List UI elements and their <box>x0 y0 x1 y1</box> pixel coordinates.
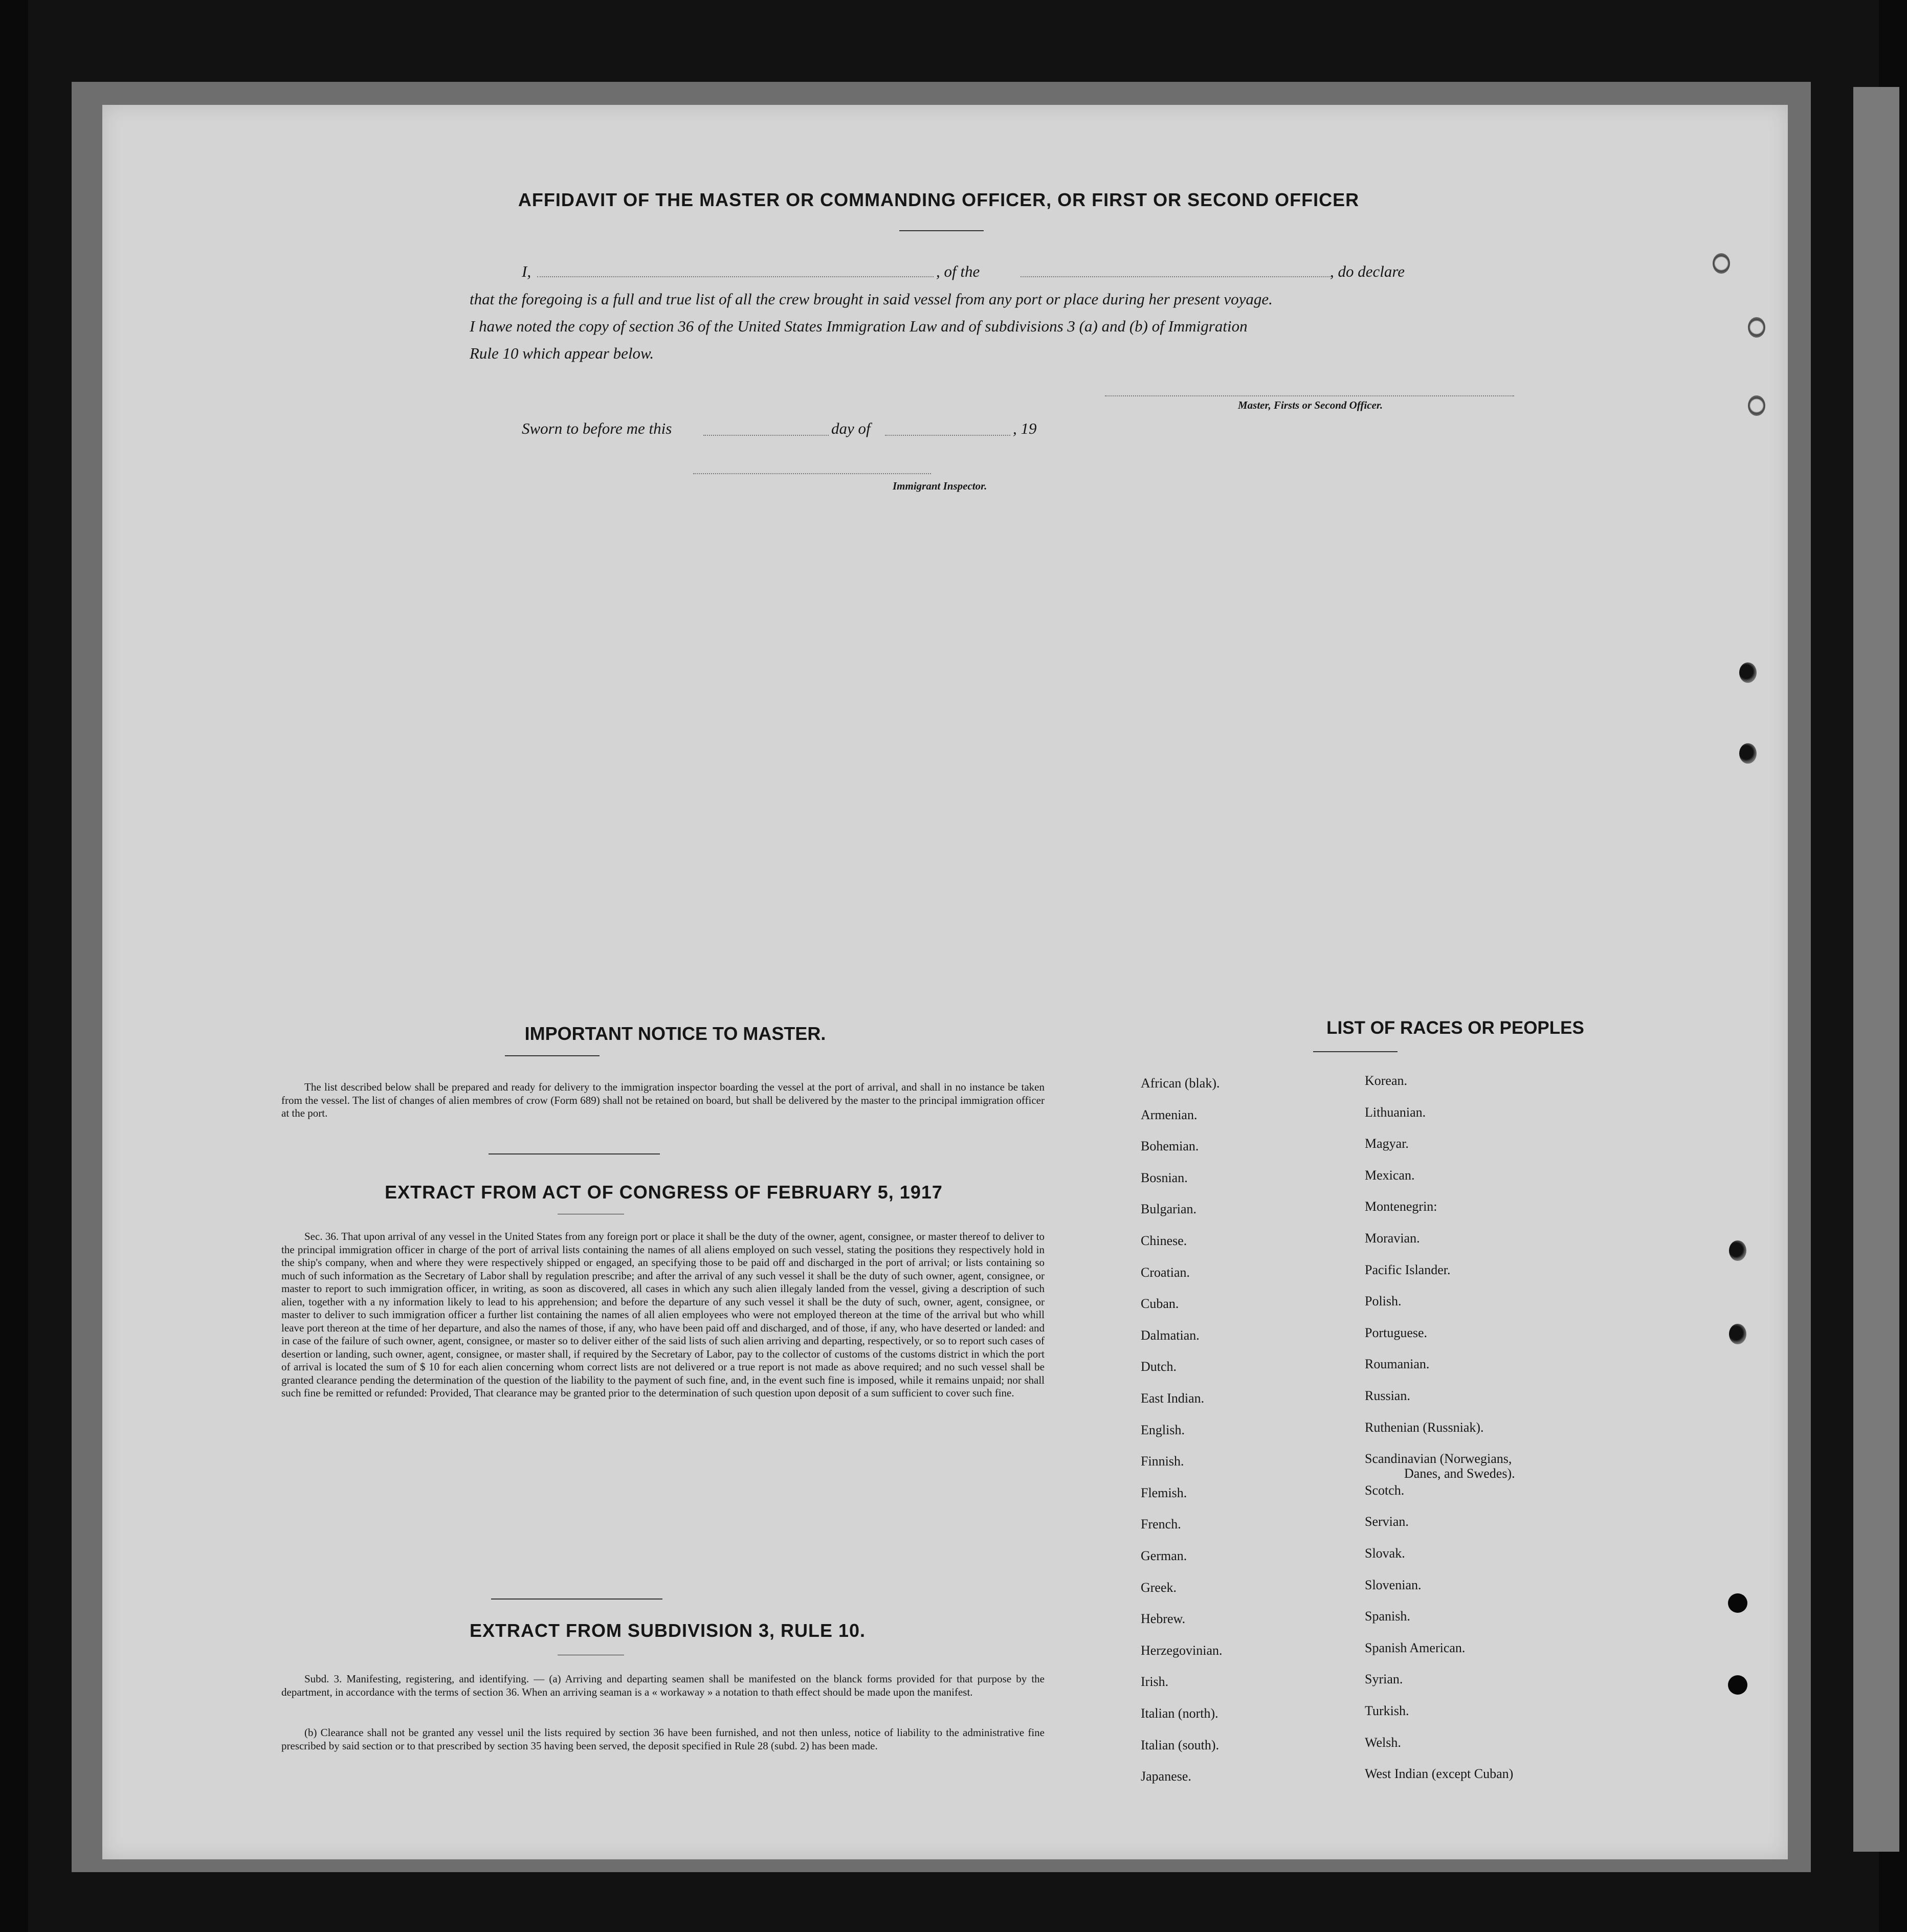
race-item: Slovak. <box>1365 1546 1405 1561</box>
race-item: Flemish. <box>1141 1485 1187 1500</box>
race-item-continuation: Danes, and Swedes). <box>1404 1466 1515 1481</box>
sworn-day-field[interactable] <box>703 435 829 436</box>
race-item: Chinese. <box>1141 1233 1187 1248</box>
sworn-day-of: day of <box>831 419 871 437</box>
race-item: German. <box>1141 1548 1187 1563</box>
vessel-field[interactable] <box>1021 276 1333 277</box>
race-item: Polish. <box>1365 1294 1402 1309</box>
race-item: Scandinavian (Norwegians, <box>1365 1451 1512 1467</box>
notice-body: The list described below shall be prepared and ready for delivery to the immigration inspector boarding the vessel at the port of arrival, and shall in no instance be taken from the vessel. The list of changes of alien membres of crow (Form 689) shall not be retained on board, but shall be delivered by the master to the principal immigration officer at the port. <box>281 1081 1045 1119</box>
race-item: Cuban. <box>1141 1296 1179 1312</box>
film-border-left <box>0 0 28 1932</box>
race-item: Spanish. <box>1365 1609 1410 1624</box>
race-item: Magyar. <box>1365 1136 1409 1151</box>
race-item: Pacific Islander. <box>1365 1262 1451 1277</box>
race-item: Italian (south). <box>1141 1737 1219 1752</box>
manifest-page <box>102 105 1788 1859</box>
race-item: Montenegrin: <box>1365 1199 1437 1214</box>
race-item: Bohemian. <box>1141 1139 1199 1154</box>
race-item: Ruthenian (Russniak). <box>1365 1419 1484 1435</box>
race-item: Syrian. <box>1365 1672 1403 1687</box>
race-item: English. <box>1141 1422 1185 1437</box>
race-item: Herzegovinian. <box>1141 1642 1223 1658</box>
inspector-signature-field[interactable] <box>693 473 931 474</box>
extract-rule-title: EXTRACT FROM SUBDIVISION 3, RULE 10. <box>469 1620 866 1641</box>
extract-rule-para-b: (b) Clearance shall not be granted any vessel unil the lists required by section 36 have been furnished, and not then unless, notice of liability to the administrative fine prescribed by said section or to that prescribed by section 35 having been served, the deposit specified in Rule 28 (subd. 2) has been made. <box>281 1726 1045 1752</box>
affidavit-line-3: I hawe noted the copy of section 36 of the United States Immigration Law and of subdivisions 3 (a) and (b) of Immigration <box>470 317 1248 335</box>
race-item: Mexican. <box>1365 1167 1415 1183</box>
race-item: Armenian. <box>1141 1107 1198 1122</box>
race-item: Italian (north). <box>1141 1706 1218 1721</box>
race-item: Slovenian. <box>1365 1577 1422 1592</box>
race-item: Russian. <box>1365 1388 1410 1403</box>
extract-act-end-divider <box>491 1598 662 1600</box>
title-divider <box>899 230 984 231</box>
race-item: East Indian. <box>1141 1391 1205 1406</box>
race-item: Greek. <box>1141 1580 1177 1595</box>
master-signature-field[interactable] <box>1105 395 1514 396</box>
notice-end-divider <box>489 1153 660 1154</box>
races-divider <box>1313 1051 1398 1052</box>
name-field[interactable] <box>537 276 934 277</box>
extract-act-title: EXTRACT FROM ACT OF CONGRESS OF FEBRUARY 5, 1917 <box>385 1182 943 1203</box>
affidavit-line-1 <box>522 262 531 281</box>
affidavit-of-the: , of the <box>936 262 980 280</box>
race-item: Hebrew. <box>1141 1611 1186 1627</box>
binding-hole <box>1748 317 1765 338</box>
binding-hole <box>1748 395 1765 416</box>
extract-rule-para-a: Subd. 3. Manifesting, registering, and identifying. — (a) Arriving and departing seamen shall be manifested on the blanck forms provided for that purpose by the department, in accordance with the terms of section 36. When an arriving seaman is a « workaway » a notation to thath effect should be made upon the manifest. <box>281 1673 1045 1698</box>
races-title: LIST OF RACES OR PEOPLES <box>1326 1018 1584 1038</box>
race-item: Dalmatian. <box>1141 1327 1200 1343</box>
race-item: Irish. <box>1141 1674 1169 1690</box>
race-item: African (blak). <box>1141 1076 1220 1091</box>
race-item: Roumanian. <box>1365 1357 1430 1372</box>
race-item: Servian. <box>1365 1514 1409 1529</box>
binding-hole <box>1739 662 1757 683</box>
binding-hole <box>1729 1324 1746 1344</box>
sworn-text: Sworn to before me this <box>522 419 672 437</box>
race-item: Japanese. <box>1141 1769 1191 1784</box>
race-item: Turkish. <box>1365 1703 1409 1718</box>
race-item: Dutch. <box>1141 1359 1177 1374</box>
extract-act-body: Sec. 36. That upon arrival of any vessel in the United States from any foreign port or place it shall be the duty of the owner, agent, consignee, or master thereof to deliver to the principal immigration officer in charge of the port of arrival lists containing the names of all aliens employed on such vessel, stating the positions they respectively hold in the ship's company, when and where they were respectively shipped or engaged, an specifying those to be paid off and discharged in the port of arrival; or lists containing so much of such information as the Secretary of Labor shall by regulation prescribe; and after the arrival of any such vessel it shall be the duty of such owner, agent, consignee, or master to report to such immigration officer, in writing, as soon as discovered, all cases in which any such alien illegaly landed from the vessel, giving a description of such alien, together with a ny information likely to lead to his apprehension; and before the departure of any such vessel it shall be the duty of such, owner, agent, consignee, or master to deliver to such immigration officer a further list containing the names of all alien employees who were not employed thereon at the time of the arrival but who whill leave port thereon at the time of her departure, and also the names of those, if any, who have been paid off and discharged, and of those, if any, who have deserted or landed: and in case of the failure of such owner, agent, consignee, or master so to deliver either of the said lists of such alien arriving and departing, respectively, or so to report such cases of desertion or landing, such owner, agent, consignee, or master shall, if required by the Secretary of Labor, pay to the collector of customs of the customs district in which the port of arrival is located the sum of $ 10 for each alien concerning whom correct lists are not delivered or a true report is not made as above required; and no such vessel shall be granted clearance pending the determination of the question of the liability to the payment of such fine, and, in the event such fine is imposed, while it remains unpaid; nor shall such fine be remitted or refunded: Provided, That clearance may be granted prior to the determination of such question upon deposit of a sum sufficient to cover such fine. <box>281 1230 1045 1399</box>
race-item: Spanish American. <box>1365 1640 1466 1655</box>
race-item: Bosnian. <box>1141 1170 1188 1185</box>
binding-hole <box>1728 1675 1747 1695</box>
race-item: Croatian. <box>1141 1264 1190 1280</box>
notice-divider <box>505 1055 600 1056</box>
affidavit-i: I, <box>522 262 531 280</box>
master-signature-label: Master, Firsts or Second Officer. <box>1238 399 1383 411</box>
binding-hole <box>1728 1593 1747 1613</box>
race-item: French. <box>1141 1517 1181 1532</box>
race-item: West Indian (except Cuban) <box>1365 1766 1514 1782</box>
sworn-month-field[interactable] <box>885 435 1010 436</box>
binding-hole <box>1739 743 1757 764</box>
adjacent-page-strip <box>1853 87 1899 1852</box>
affidavit-do-declare: , do declare <box>1330 262 1405 280</box>
race-item: Bulgarian. <box>1141 1202 1197 1217</box>
race-item: Lithuanian. <box>1365 1104 1426 1120</box>
sworn-year: , 19 <box>1013 419 1037 437</box>
binding-hole <box>1729 1240 1746 1261</box>
race-item: Welsh. <box>1365 1735 1401 1750</box>
race-item: Moravian. <box>1365 1231 1420 1246</box>
binding-hole <box>1713 253 1730 274</box>
race-item: Finnish. <box>1141 1454 1184 1469</box>
affidavit-line-4: Rule 10 which appear below. <box>470 344 654 362</box>
race-item: Korean. <box>1365 1073 1408 1088</box>
notice-title: IMPORTANT NOTICE TO MASTER. <box>524 1023 826 1044</box>
race-item: Portuguese. <box>1365 1325 1428 1340</box>
affidavit-title: AFFIDAVIT OF THE MASTER OR COMMANDING OFFICER, OR FIRST OR SECOND OFFICER <box>518 189 1360 210</box>
race-item: Scotch. <box>1365 1482 1405 1498</box>
affidavit-line-2: that the foregoing is a full and true list of all the crew brought in said vessel from any port or place during her present voyage. <box>470 290 1273 308</box>
inspector-signature-label: Immigrant Inspector. <box>893 480 987 492</box>
